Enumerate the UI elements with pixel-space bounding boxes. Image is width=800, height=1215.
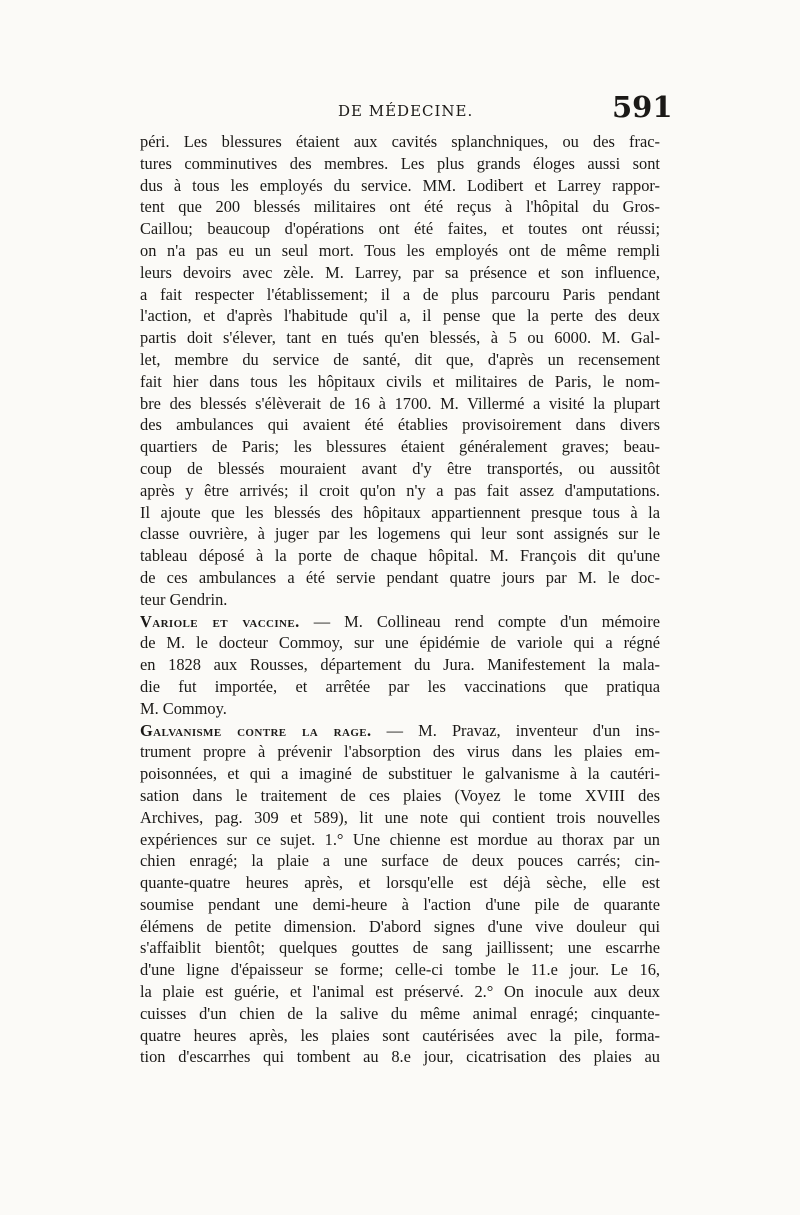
section-heading-galvanisme: Galvanisme contre la rage. <box>140 720 372 740</box>
text-line: cuisses d'un chien de la salive du même animal enragé; cinquante- <box>140 1003 660 1023</box>
text-line: partis doit s'élever, tant en tués qu'en blessés, à 5 ou 6000. M. Gal- <box>140 328 660 348</box>
text-line: après y être arrivés; il croit qu'on n'y a pas fait assez d'amputations. <box>140 480 660 500</box>
text-line: Caillou; beaucoup d'opérations ont été faites, et toutes ont réussi; <box>140 219 660 239</box>
body-text <box>140 131 660 1068</box>
text-line: dus à tous les employés du service. MM. Lodibert et Larrey rappor- <box>140 175 660 195</box>
text-line: d'une ligne d'épaisseur se forme; celle-ci tombe le 11.e jour. Le 16, <box>140 960 660 980</box>
text-line: Il ajoute que les blessés des hôpitaux appartiennent presque tous à la <box>140 502 660 522</box>
text-line: la plaie est guérie, et l'animal est préservé. 2.° On inocule aux deux <box>140 982 660 1002</box>
text-line: soumise pendant une demi-heure à l'action d'une pile de quarante <box>140 894 660 914</box>
text-line: Galvanisme contre la rage. — M. Pravaz, inventeur d'un ins- <box>140 720 660 740</box>
text-line: on n'a pas eu un seul mort. Tous les employés ont de même rempli <box>140 240 660 260</box>
text-line: de M. le docteur Commoy, sur une épidémie de variole qui a régné <box>140 633 660 653</box>
text-line: leurs devoirs avec zèle. M. Larrey, par sa présence et son influence, <box>140 262 660 282</box>
text-line: sation dans le traitement de ces plaies (Voyez le tome XVIII des <box>140 785 660 805</box>
text-line: trument propre à prévenir l'absorption des virus dans les plaies em- <box>140 742 660 762</box>
text-line: tion d'escarrhes qui tombent au 8.e jour, cicatrisation des plaies au <box>140 1047 660 1067</box>
text-line: tures comminutives des membres. Les plus grands éloges aussi sont <box>140 153 660 173</box>
text-line: classe ouvrière, à juger par les logemens qui leur sont assignés sur le <box>140 524 660 544</box>
text-line: des ambulances qui avaient été établies provisoirement dans divers <box>140 415 660 435</box>
text-line: péri. Les blessures étaient aux cavités splanchniques, ou des frac- <box>140 132 660 151</box>
text-line: expériences sur ce sujet. 1.° Une chienne est mordue au thorax par un <box>140 829 660 849</box>
running-title: DE MÉDECINE. <box>338 102 474 120</box>
text-line: s'affaiblit bientôt; quelques gouttes de sang jaillissent; une escarrhe <box>140 938 660 958</box>
text-line: let, membre du service de santé, dit que, d'après un recensement <box>140 349 660 369</box>
text-line: fait hier dans tous les hôpitaux civils et militaires de Paris, le nom- <box>140 371 660 391</box>
text-line: poisonnées, et qui a imaginé de substituer le galvanisme à la cautéri- <box>140 764 660 784</box>
page-number: 591 <box>612 90 673 124</box>
text-line: Archives, pag. 309 et 589), lit une note qui contient trois nouvelles <box>140 807 660 827</box>
section-heading-variole: Variole et vaccine. <box>140 611 300 631</box>
text-line: quatre heures après, les plaies sont cautérisées avec la pile, forma- <box>140 1025 660 1045</box>
text-line: coup de blessés mouraient avant d'y être transportés, ou aussitôt <box>140 458 660 478</box>
text-line: tent que 200 blessés militaires ont été reçus à l'hôpital du Gros- <box>140 197 660 217</box>
text-line: élémens de petite dimension. D'abord signes d'une vive douleur qui <box>140 916 660 936</box>
text-line: en 1828 aux Rousses, département du Jura. Manifestement la mala- <box>140 655 660 675</box>
text-line: quartiers de Paris; les blessures étaient généralement graves; beau- <box>140 437 660 457</box>
text-line: chien enragé; la plaie a une surface de deux pouces carrés; cin- <box>140 851 660 871</box>
text-line: M. Commoy. <box>140 698 227 718</box>
text-line: de ces ambulances a été servie pendant quatre jours par M. le doc- <box>140 567 660 587</box>
text-line: Variole et vaccine. — M. Collineau rend compte d'un mémoire <box>140 611 660 631</box>
text-line: die fut importée, et arrêtée par les vaccinations que pratiqua <box>140 676 660 696</box>
text-line: a fait respecter l'établissement; il a de plus parcouru Paris pendant <box>140 284 660 304</box>
text-line: bre des blessés s'élèverait de 16 à 1700. M. Villermé a visité la plupart <box>140 393 660 413</box>
text-line: l'action, et d'après l'habitude qu'il a, il pense que la perte des deux <box>140 306 660 326</box>
text-line: tableau déposé à la porte de chaque hôpital. M. François dit qu'une <box>140 546 660 566</box>
text-line: quante-quatre heures après, et lorsqu'elle est déjà sèche, elle est <box>140 873 660 893</box>
text-line: teur Gendrin. <box>140 589 228 609</box>
